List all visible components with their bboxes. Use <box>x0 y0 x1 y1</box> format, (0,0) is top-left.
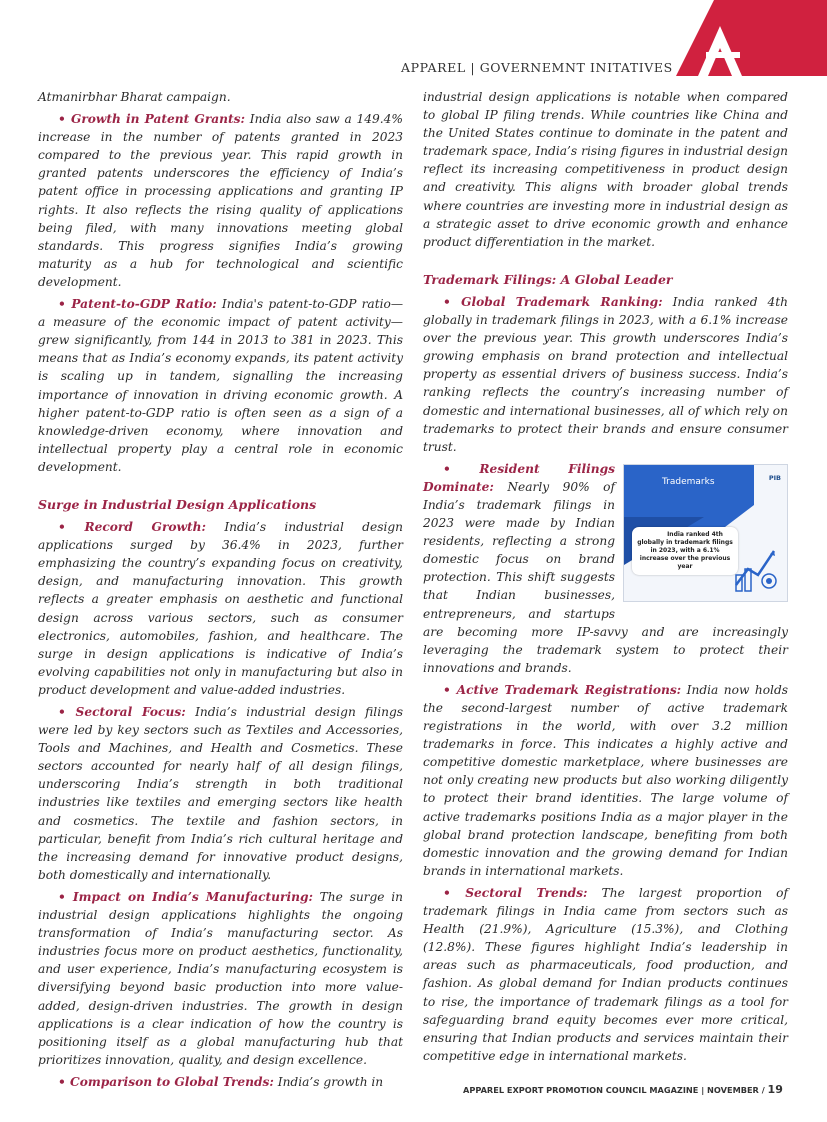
intro-text: Atmanirbhar Bharat campaign. <box>38 90 231 104</box>
active-registrations-paragraph: • Active Trademark Registrations: India now holds the second-largest number of active trademark registrations in the world, with over 3.2 million trademarks in force. This indicates a highly active and competitive domestic marketplace, where businesses are not only creating new products but also working diligently to protect their brand identities. The large volume of active trademarks positions India as a major player in the global brand protection landscape, benefiting from both domestic innovation and the growing demand for Indian brands in international markets. <box>423 682 788 878</box>
design-heading: Surge in Industrial Design Applications <box>38 496 317 512</box>
magazine-logo <box>676 0 827 76</box>
manufacturing-impact-paragraph: • Impact on India’s Manufacturing: The surge in industrial design applications highlights the ongoing transformation of India’s manufacturing sector. As industries focus more on product aesthetics, functionality, and user experience, India’s manufacturing ecosystem is diversifying beyond basic production into more value-added, design-driven industries. The growth in design applications is a clear indication of how the country is positioning itself as a global manufacturing hub that prioritizes innovation, quality, and design excellence. <box>38 889 403 1067</box>
pib-seal: PIB <box>768 473 781 482</box>
patent-grants-paragraph: • Growth in Patent Grants: India also saw a 149.4% increase in the number of patents granted in 2023 compared to the previous year. This rapid growth in granted patents underscores the efficiency of India’s patent office in processing applications and granting IP rights. It also reflects the rising quality of applications being filed, with many innovations meeting global standards. This progress signifies India’s growing maturity as a hub for technological and scientific development. <box>38 112 403 289</box>
patent-gdp-paragraph: • Patent-to-GDP Ratio: India's patent-to-GDP ratio—a measure of the economic impact of patent activity—grew significantly, from 144 in 2013 to 381 in 2023. This means that as India’s economy expands, its patent activity is scaling up in tandem, signalling the increasing importance of innovation in driving economic growth. A higher patent-to-GDP ratio is often seen as a sign of a knowledge-driven economy, where innovation and intellectual property play a central role in economic development. <box>38 297 404 474</box>
section-header: APPAREL | GOVERNEMNT INITATIVES <box>401 60 673 75</box>
trademarks-infographic <box>623 464 788 602</box>
global-trends-paragraph: • Comparison to Global Trends: India’s growth in <box>58 1074 384 1089</box>
infographic-caption: India ranked 4th globally in trademark filings in 2023, with a 6.1% increase over the previous year <box>632 527 738 575</box>
global-ranking-paragraph: • Global Trademark Ranking: India ranked 4th globally in trademark filings in 2023, with a 6.1% increase over the previous year. This growth underscores India’s growing emphasis on brand protection and intellectual property as essential drivers of business success. India’s ranking reflects the country’s increasing number of domestic and international businesses, all of which rely on trademarks to protect their brands and ensure consumer trust. <box>423 294 789 454</box>
page-footer <box>463 1083 783 1096</box>
page-number: 19 <box>767 1083 783 1096</box>
sectoral-focus-paragraph: • Sectoral Focus: India’s industrial design filings were led by key sectors such as Textiles and Accessories, Tools and Machines, and Health and Cosmetics. These sectors accounted for nearly half of all design filings, underscoring India’s strength in both traditional industries like textiles and emerging sectors like health and cosmetics. The textile and fashion sectors, in particular, benefit from India’s rich cultural heritage and the increasing demand for innovative product designs, both domestically and internationally. <box>38 705 404 882</box>
left-column <box>38 88 403 1091</box>
continued-paragraph: industrial design applications is notable when compared to global IP filing trends. While countries like China and the United States continue to dominate in the patent and trademark space, India’s rising figures in industrial design reflect its increasing competitiveness in product design and creativity. This aligns with broader global trends where countries are investing more in industrial design as a strategic asset to drive economic growth and enhance product differentiation in the market. <box>423 90 788 249</box>
footer-text: APPAREL EXPORT PROMOTION COUNCIL MAGAZINE | NOVEMBER / <box>463 1085 768 1095</box>
sectoral-trends-paragraph: • Sectoral Trends: The largest proportion of trademark filings in India came from sectors such as Health (21.9%), Agriculture (15.3%), and Clothing (12.8%). These figures highlight India’s leadership in areas such as pharmaceuticals, food production, and fashion. As global demand for Indian products continues to rise, the importance of trademark filings as a tool for safeguarding brand equity becomes ever more critical, ensuring that Indian products and services maintain their competitive edge in international markets. <box>423 885 789 1063</box>
trademark-heading: Trademark Filings: A Global Leader <box>423 271 673 287</box>
right-column <box>423 88 788 1065</box>
record-growth-paragraph: • Record Growth: India’s industrial design applications surged by 36.4% in 2023, further emphasizing the country’s expanding focus on creativity, design, and manufacturing innovation. This growth reflects a greater emphasis on aesthetic and functional design across various sectors, such as consumer electronics, automobiles, fashion, and healthcare. The surge in design applications is indicative of India’s evolving capabilities not only in manufacturing but also in product development and value-added industries. <box>38 520 403 697</box>
infographic-title: Trademarks <box>662 476 715 487</box>
resident-filings-paragraph: Trademarks PIB India ranked 4th globally in trademark filings in 2023, with a 6.1% increase over the previous year • Resident Filings Dominate: Nearly 90% of India’s trademark filings in 2023 were made by Indian residents, reflecting a strong domestic focus on brand protection. This shift suggests that Indian businesses, entrepreneurs, and startups are becoming more IP-savvy and are increasingly leveraging the trademark system to protect their innovations and brands. <box>423 461 788 675</box>
